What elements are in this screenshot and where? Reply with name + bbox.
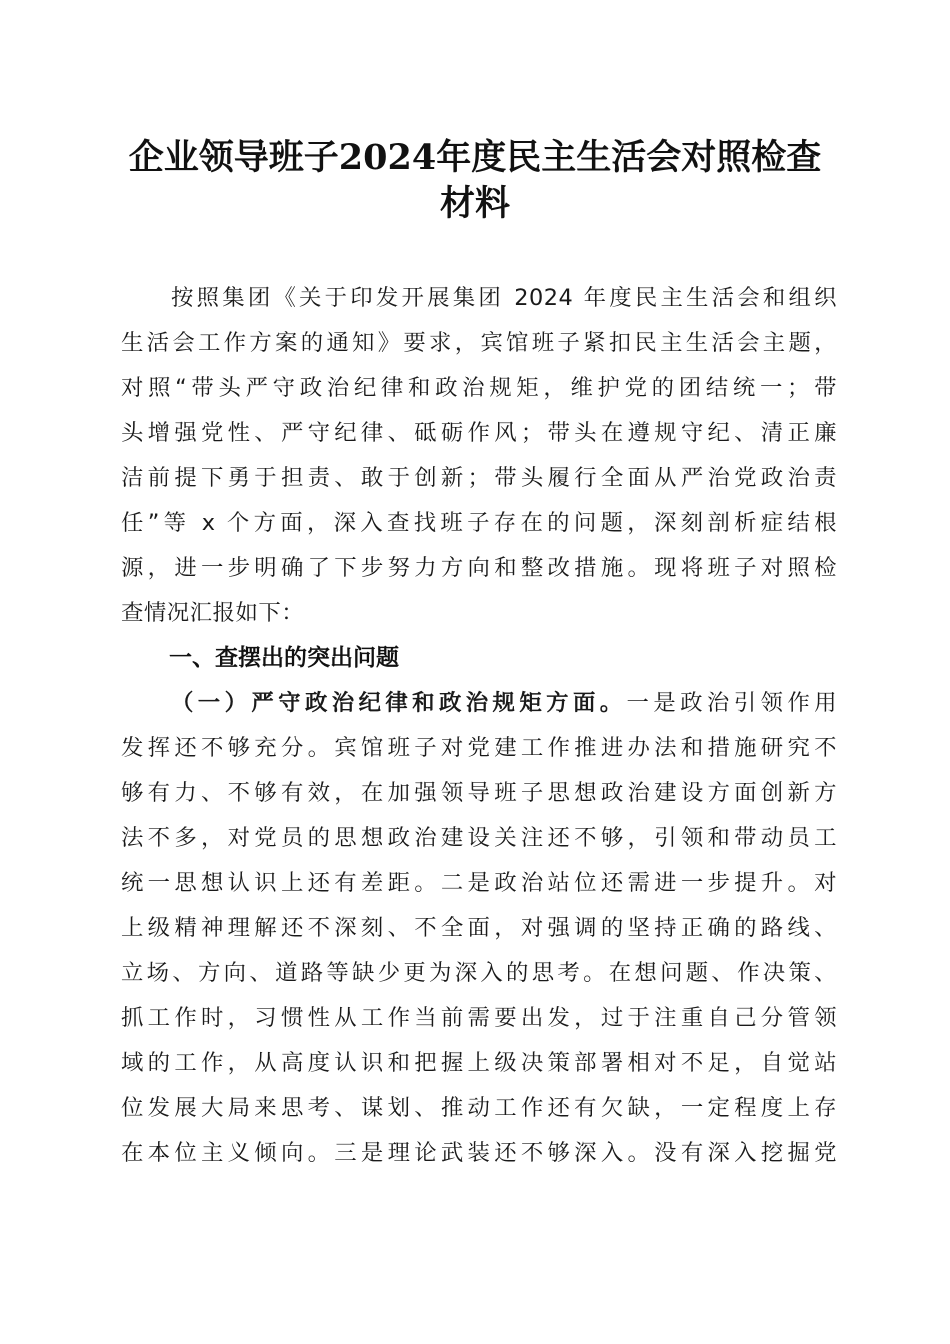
- document-title: [100, 135, 850, 227]
- text-line: 按照集团《关于印发开展集团 2024 年度民主生活会和组织: [171, 285, 837, 311]
- text-line: 洁前提下勇于担责、敢于创新；带头履行全面从严治党政治责: [121, 465, 837, 491]
- intro-paragraph: [121, 276, 837, 636]
- text-line: 抓工作时，习惯性从工作当前需要出发，过于注重自己分管领: [121, 1005, 837, 1031]
- title-line-2: 材料: [439, 183, 510, 224]
- section-heading: 一、查摆出的突出问题: [169, 645, 399, 671]
- subsection-lead-text: 一是政治引领作用: [626, 690, 838, 716]
- subsection-paragraph: [121, 681, 837, 1176]
- text-line: 任”等 x 个方面，深入查找班子存在的问题，深刻剖析症结根: [121, 510, 837, 536]
- text-line: 法不多，对党员的思想政治建设关注还不够，引领和带动员工: [121, 825, 837, 851]
- text-line: 够有力、不够有效，在加强领导班子思想政治建设方面创新方: [121, 780, 837, 806]
- text-line: 域的工作，从高度认识和把握上级决策部署相对不足，自觉站: [121, 1050, 837, 1076]
- text-line: 发挥还不够充分。宾馆班子对党建工作推进办法和措施研究不: [121, 735, 837, 761]
- text-line: 头增强党性、严守纪律、砥砺作风；带头在遵规守纪、清正廉: [121, 420, 837, 446]
- subsection-title: （一）严守政治纪律和政治规矩方面。: [171, 690, 627, 716]
- title-line-1: 企业领导班子2024年度民主生活会对照检查: [128, 137, 822, 178]
- text-line: 统一思想认识上还有差距。二是政治站位还需进一步提升。对: [121, 870, 837, 896]
- text-line: 立场、方向、道路等缺少更为深入的思考。在想问题、作决策、: [121, 960, 837, 986]
- document-body: [121, 276, 837, 1176]
- text-line: 位发展大局来思考、谋划、推动工作还有欠缺，一定程度上存: [121, 1095, 837, 1121]
- text-line: 在本位主义倾向。三是理论武装还不够深入。没有深入挖掘党: [121, 1140, 837, 1166]
- text-line: 上级精神理解还不深刻、不全面，对强调的坚持正确的路线、: [121, 915, 837, 941]
- text-line: 源，进一步明确了下步努力方向和整改措施。现将班子对照检: [121, 555, 837, 581]
- text-line: 查情况汇报如下：: [121, 600, 305, 626]
- text-line: [121, 681, 837, 726]
- text-line: 对照“带头严守政治纪律和政治规矩，维护党的团结统一；带: [121, 375, 837, 401]
- text-line: 生活会工作方案的通知》要求，宾馆班子紧扣民主生活会主题，: [121, 330, 837, 356]
